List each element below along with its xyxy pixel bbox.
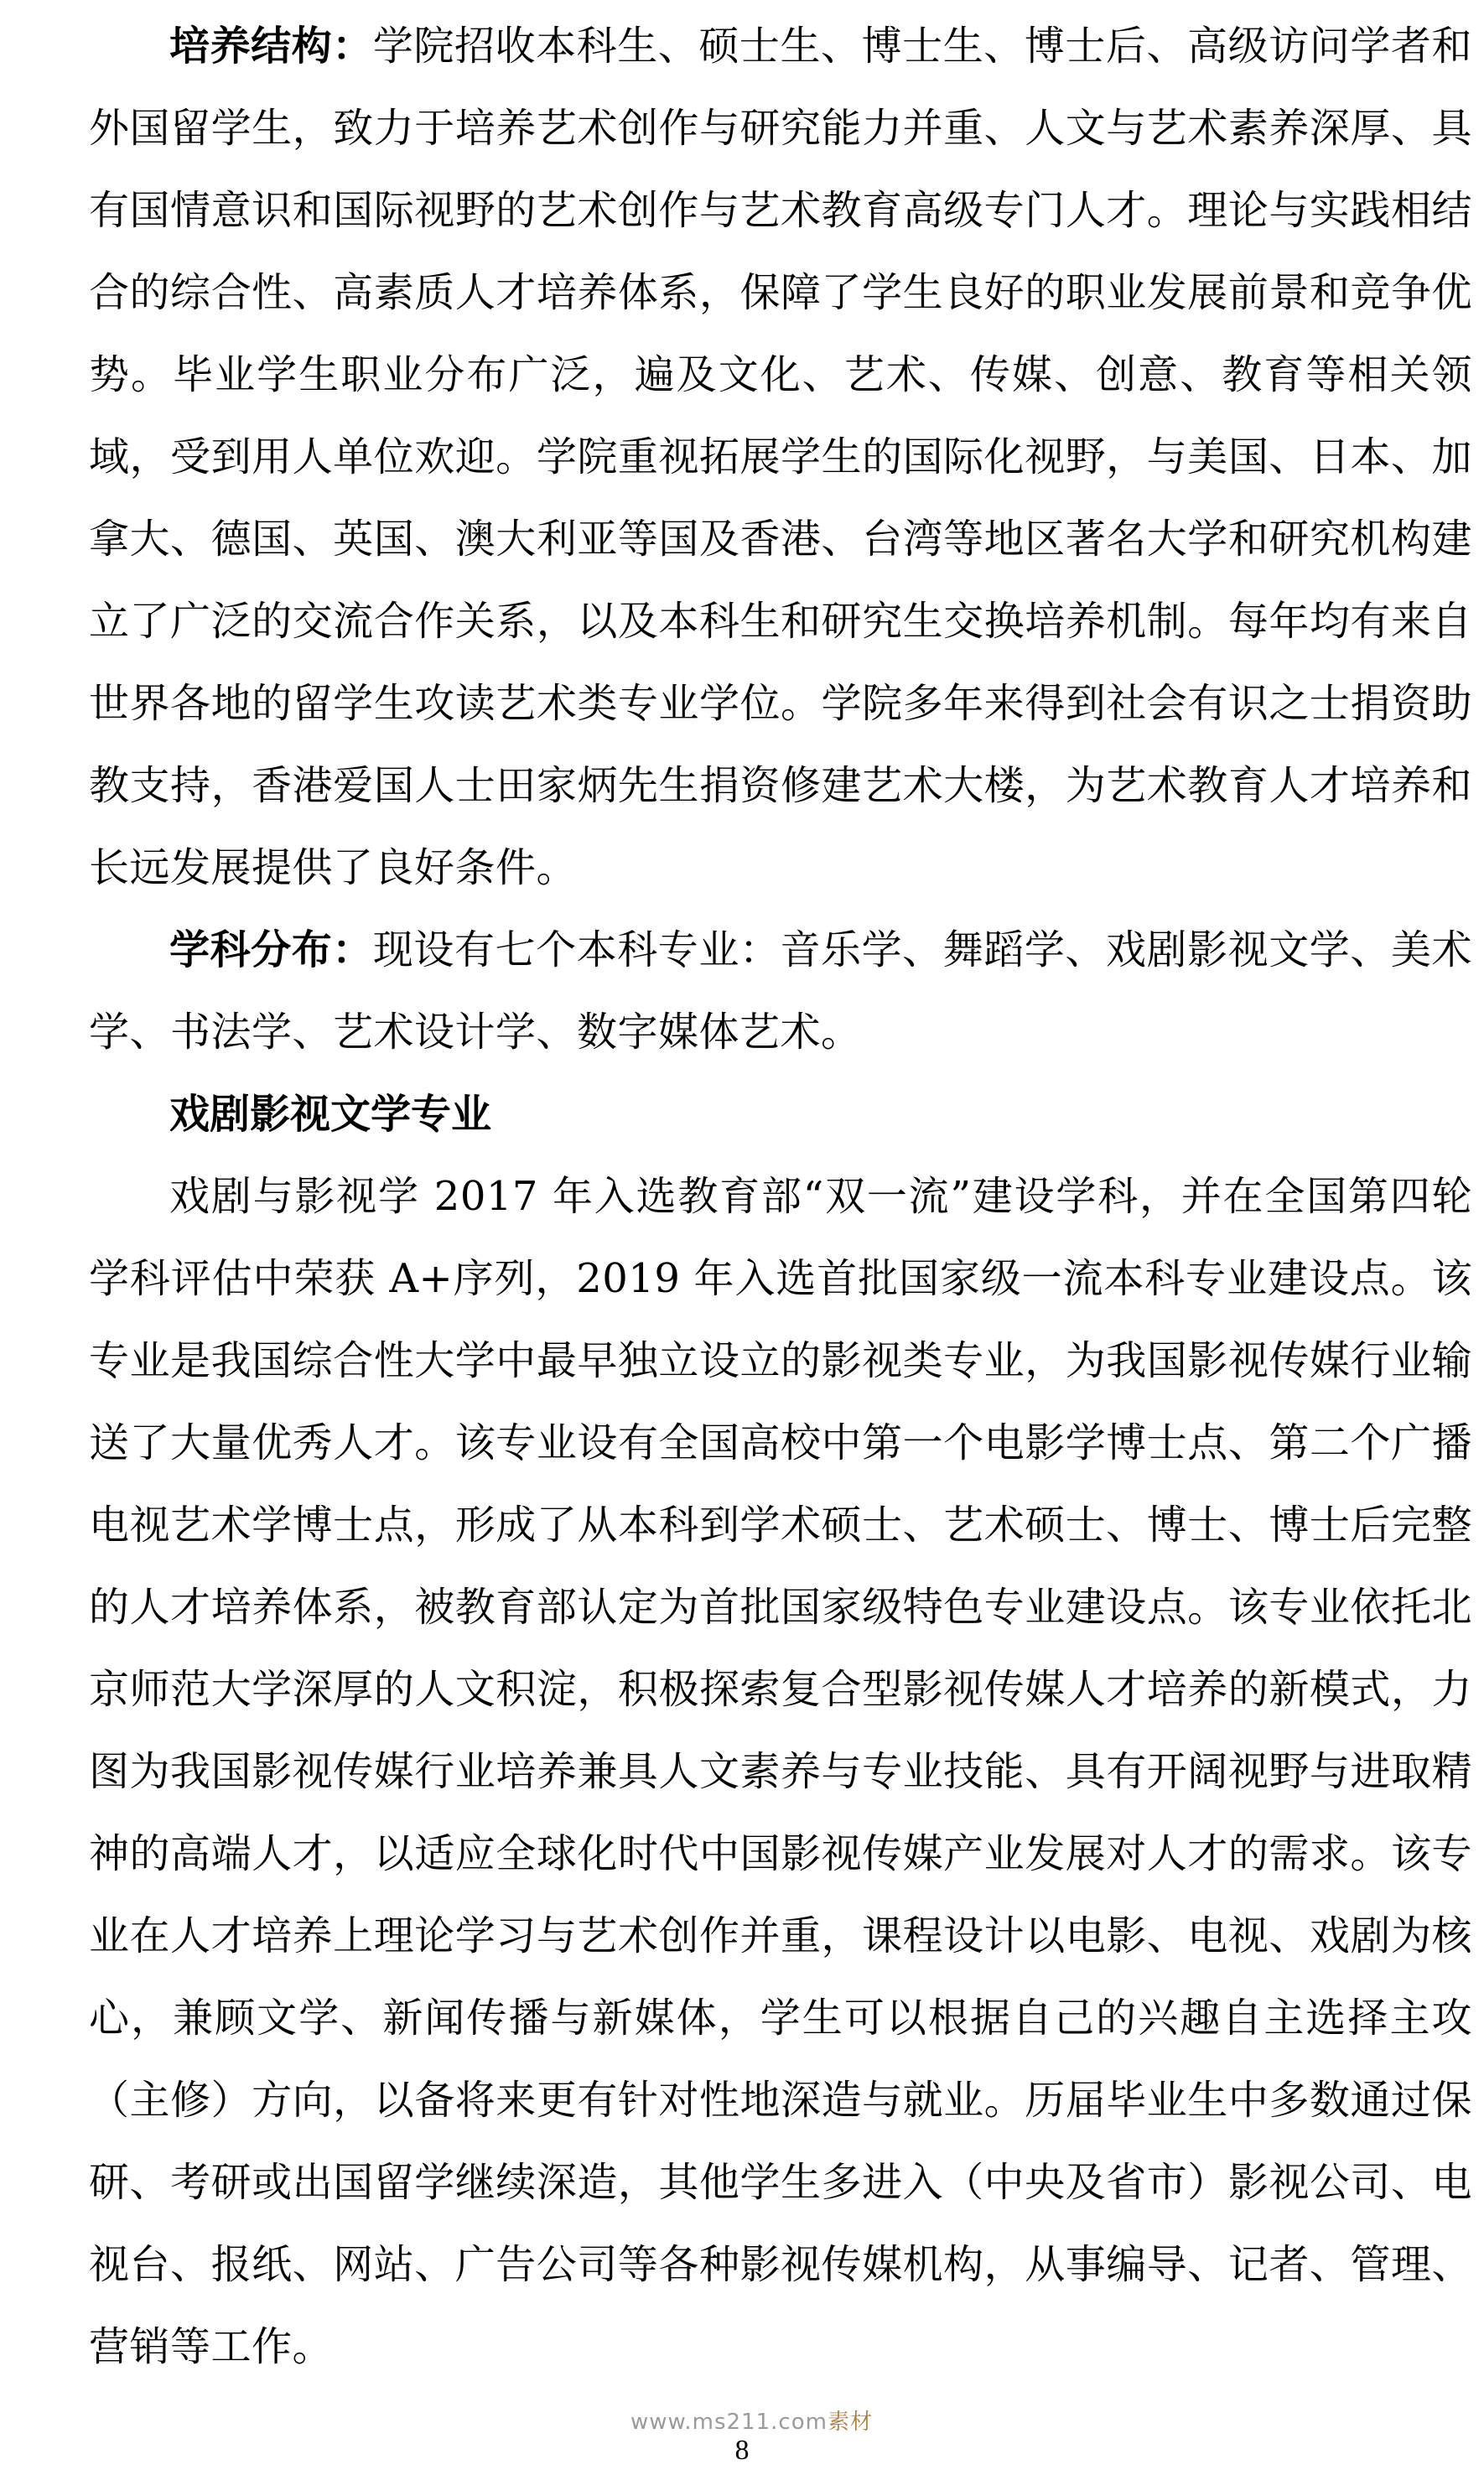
page-number: 8 [734, 2435, 750, 2466]
watermark-url: www.ms211.com [630, 2410, 828, 2435]
watermark [630, 2405, 873, 2436]
watermark-accent: 素材 [827, 2410, 873, 2435]
discipline-distribution-label: 学科分布： [169, 926, 373, 973]
major-description-paragraph: 戏剧与影视学 2017 年入选教育部“双一流”建设学科，并在全国第四轮学科评估中荣获 A+序列，2019 年入选首批国家级一流本科专业建设点。该专业是我国综合性大学中最早独立设立的影视类专业，为我国影视传媒行业输送了大量优秀人才。该专业设有全国高校中第一个电影学博士点、第二个广播电视艺术学博士点，形成了从本科到学术硕士、艺术硕士、博士、博士后完整的人才培养体系，被教育部认定为首批国家级特色专业建设点。该专业依托北京师范大学深厚的人文积淀，积极探索复合型影视传媒人才培养的新模式，力图为我国影视传媒行业培养兼具人文素养与专业技能、具有开阔视野与进取精神的高端人才，以适应全球化时代中国影视传媒产业发展对人才的需求。该专业在人才培养上理论学习与艺术创作并重，课程设计以电影、电视、戏剧为核心，兼顾文学、新闻传播与新媒体，学生可以根据自己的兴趣自主选择主攻（主修）方向，以备将来更有针对性地深造与就业。历届毕业生中多数通过保研、考研或出国留学继续深造，其他学生多进入（中央及省市）影视公司、电视台、报纸、网站、广告公司等各种影视传媒机构，从事编导、记者、管理、营销等工作。 [89, 1173, 1472, 2370]
training-structure-text: 学院招收本科生、硕士生、博士生、博士后、高级访问学者和外国留学生，致力于培养艺术创作与研究能力并重、人文与艺术素养深厚、具有国情意识和国际视野的艺术创作与艺术教育高级专门人才。理论与实践相结合的综合性、高素质人才培养体系，保障了学生良好的职业发展前景和竞争优势。毕业学生职业分布广泛，遍及文化、艺术、传媒、创意、教育等相关领域，受到用人单位欢迎。学院重视拓展学生的国际化视野，与美国、日本、加拿大、德国、英国、澳大利亚等国及香港、台湾等地区著名大学和研究机构建立了广泛的交流合作关系，以及本科生和研究生交换培养机制。每年均有来自世界各地的留学生攻读艺术类专业学位。学院多年来得到社会有识之士捐资助教支持，香港爱国人士田家炳先生捐资修建艺术大楼，为艺术教育人才培养和长远发展提供了良好条件。 [89, 23, 1472, 891]
document-body [89, 5, 1472, 2388]
major-heading: 戏剧影视文学专业 [169, 1091, 492, 1138]
training-structure-label: 培养结构： [169, 23, 373, 70]
discipline-distribution-paragraph [89, 909, 1472, 1073]
training-structure-paragraph [89, 5, 1472, 909]
discipline-distribution-text: 现设有七个本科专业：音乐学、舞蹈学、戏剧影视文学、美术学、书法学、艺术设计学、数字媒体艺术。 [89, 926, 1472, 1056]
